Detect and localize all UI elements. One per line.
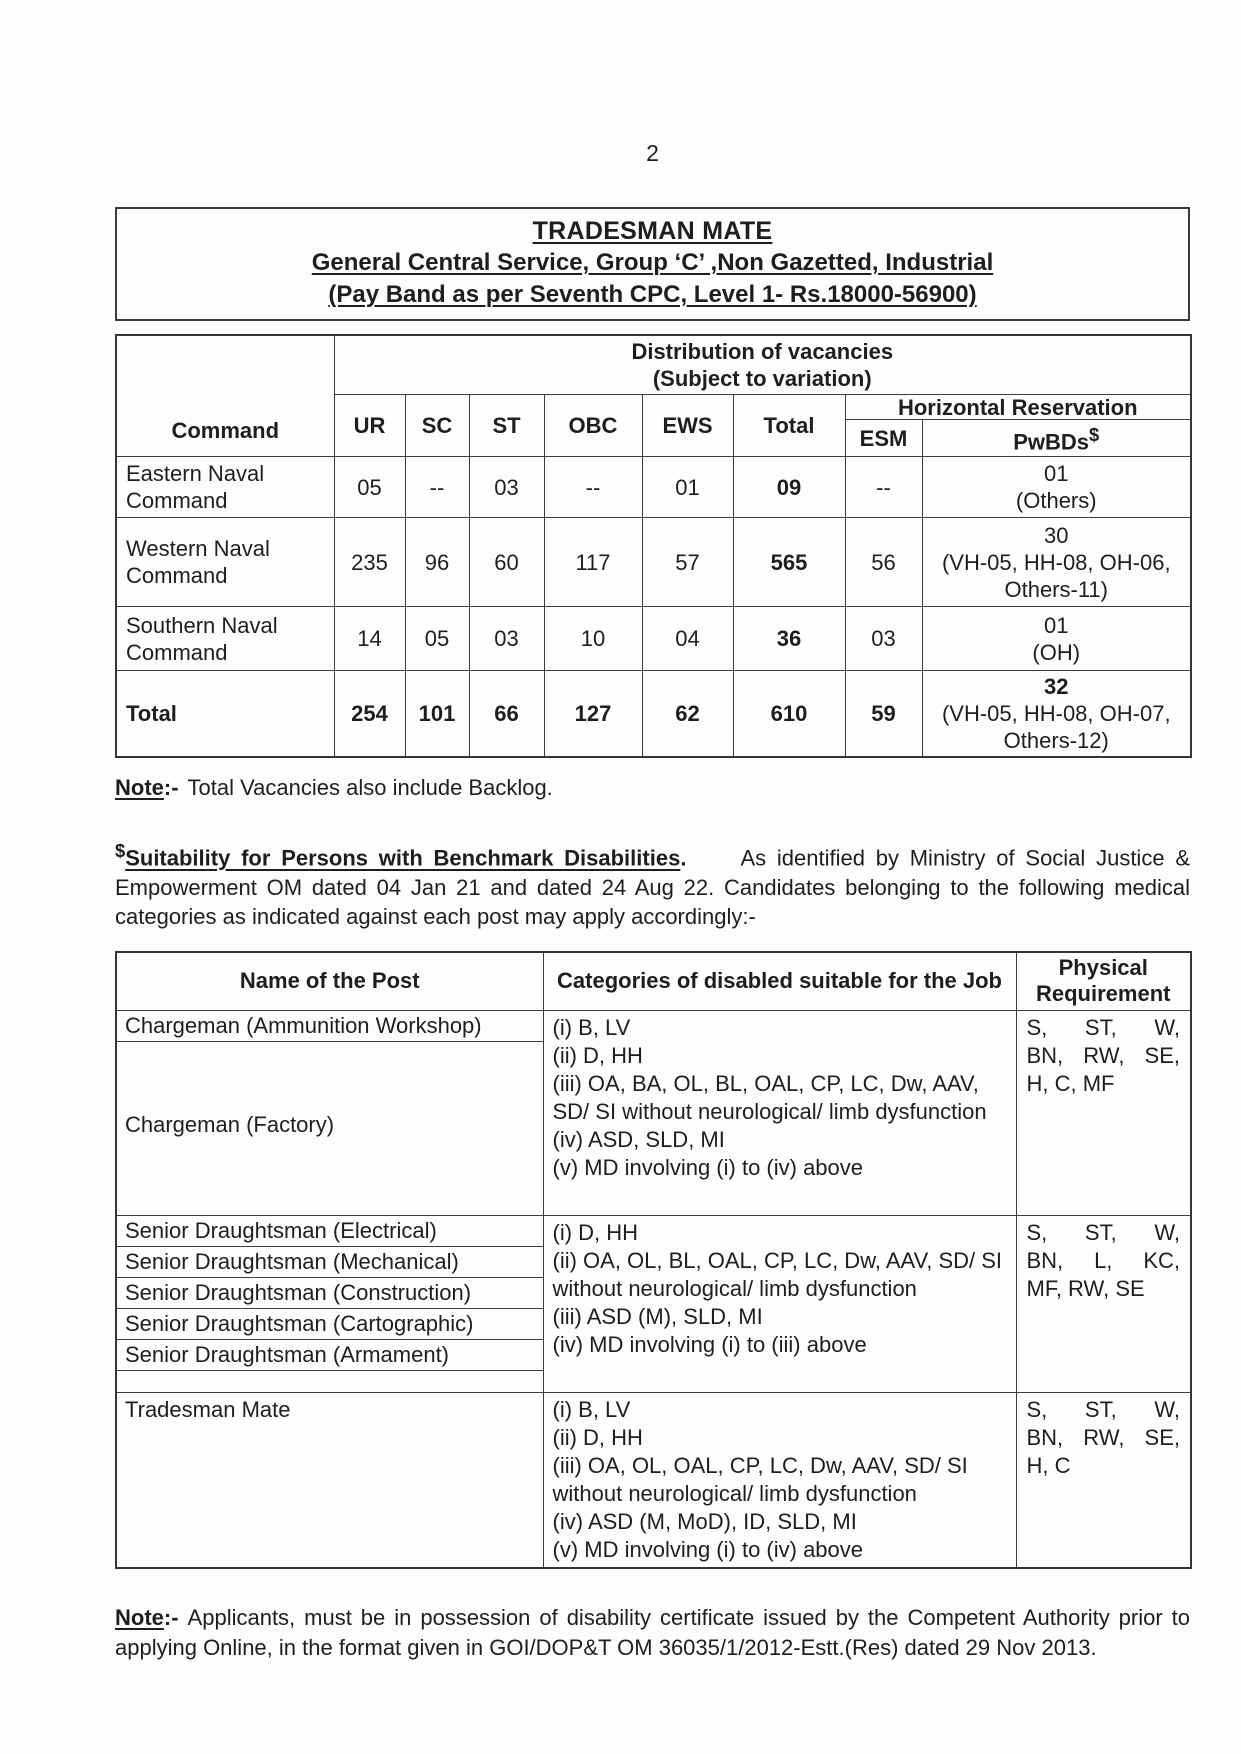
category-line: (v) MD involving (i) to (iv) above — [552, 1154, 864, 1180]
service-subtitle — [127, 249, 1178, 277]
category-line: (iv) ASD, SLD, MI — [552, 1126, 725, 1152]
post-name: Chargeman (Ammunition Workshop) — [117, 1011, 543, 1042]
cell-st: 03 — [469, 607, 544, 671]
cell-sc: 96 — [405, 518, 469, 607]
suitability-paragraph — [115, 836, 1190, 930]
title-box — [115, 207, 1190, 321]
vacancy-note-sep: :- — [163, 775, 179, 801]
categories-cell — [543, 1392, 1016, 1568]
category-line: (iv) ASD (M, MoD), ID, SLD, MI — [552, 1508, 857, 1534]
header-name-of-post: Name of the Post — [116, 952, 543, 1011]
distribution-header-line2: (Subject to variation) — [652, 366, 872, 391]
post-title — [127, 217, 1178, 246]
pwbds-detail: (Others) — [1015, 488, 1097, 514]
post-name: Senior Draughtsman (Mechanical) — [117, 1247, 543, 1278]
cell-st: 03 — [469, 457, 544, 518]
physical-line: S, ST, W, — [1026, 1396, 1180, 1422]
post-name: Tradesman Mate — [125, 1396, 291, 1422]
post-name: Chargeman (Factory) — [125, 1111, 335, 1137]
physical-line: BN, RW, SE, — [1026, 1424, 1180, 1450]
category-line: (ii) D, HH — [552, 1042, 643, 1068]
suitability-table — [115, 951, 1192, 1569]
pwbds-detail: (VH-05, HH-08, OH-06, Others-11) — [941, 549, 1171, 602]
pwbds-value: 01 — [1044, 612, 1069, 638]
categories-cell — [543, 1215, 1016, 1392]
bottom-note-label: Note — [115, 1604, 164, 1630]
cell-ur: 235 — [334, 518, 405, 607]
pay-band-line — [127, 281, 1178, 309]
table-row-tradesman-mate — [116, 1392, 1191, 1568]
post-title-text: TRADESMAN MATE — [532, 217, 773, 245]
pwbds-value: 01 — [1044, 461, 1069, 487]
cell-ews: 01 — [642, 457, 733, 518]
post-name: Senior Draughtsman (Armament) — [117, 1340, 543, 1371]
category-line: (iii) OA, OL, OAL, CP, LC, Dw, AAV, SD/ SI without neurological/ limb dysfunction — [552, 1452, 968, 1506]
physical-line: H, C, MF — [1026, 1070, 1115, 1096]
physical-line: BN, RW, SE, — [1026, 1042, 1180, 1068]
suitability-heading-period: . — [680, 845, 687, 871]
post-name: Senior Draughtsman (Electrical) — [117, 1216, 543, 1247]
physical-line: H, C — [1026, 1452, 1071, 1478]
table-row-southern — [116, 607, 1191, 671]
suitability-body: As identified by Ministry of Social Justice & Empowerment OM dated 04 Jan 21 and dated 24 Aug 22. Candidates belonging to the following medical categories as indicated against each post may apply accordingly:- — [115, 845, 1190, 929]
col-header-total: Total — [733, 395, 845, 457]
category-line: (ii) OA, OL, BL, OAL, CP, LC, Dw, AAV, SD/ SI without neurological/ limb dysfunction — [552, 1247, 1003, 1301]
service-subtitle-text: General Central Service, Group ‘C’ ,Non Gazetted, Industrial — [311, 249, 994, 276]
cell-ews: 57 — [642, 518, 733, 607]
physical-line: MF, RW, SE — [1026, 1275, 1145, 1301]
page-number: 2 — [646, 140, 659, 166]
command-name: Southern Naval Command — [116, 607, 334, 671]
physical-requirement-cell — [1016, 1010, 1191, 1215]
table-row-senior-draughtsman — [116, 1215, 1191, 1392]
command-header: Command — [116, 335, 334, 457]
cell-esm: 03 — [845, 607, 922, 671]
table-row-chargeman — [116, 1010, 1191, 1215]
vacancy-header-row-1 — [116, 335, 1191, 395]
col-header-ews: EWS — [642, 395, 733, 457]
cell-pwbds — [922, 518, 1191, 607]
posts-cell — [116, 1010, 543, 1215]
bottom-note-sep: :- — [163, 1604, 179, 1630]
disability-certificate-note — [115, 1603, 1190, 1663]
vacancy-note-label: Note — [115, 775, 164, 801]
physical-line: S, ST, W, — [1026, 1014, 1180, 1040]
categories-cell — [543, 1010, 1016, 1215]
category-line: (i) D, HH — [552, 1219, 639, 1245]
col-header-obc: OBC — [544, 395, 642, 457]
cell-sc: 101 — [405, 671, 469, 758]
cell-ews: 04 — [642, 607, 733, 671]
header-categories: Categories of disabled suitable for the Job — [543, 952, 1016, 1011]
physical-line: BN, L, KC, — [1026, 1247, 1180, 1273]
pwbds-value: 30 — [1044, 522, 1069, 548]
physical-requirement-cell — [1016, 1215, 1191, 1392]
cell-sc: 05 — [405, 607, 469, 671]
physical-requirement-cell — [1016, 1392, 1191, 1568]
cell-total: 09 — [733, 457, 845, 518]
category-line: (v) MD involving (i) to (iv) above — [552, 1536, 864, 1562]
cell-sc: -- — [405, 457, 469, 518]
category-line: (i) B, LV — [552, 1014, 631, 1040]
category-line: (ii) D, HH — [552, 1424, 643, 1450]
vacancy-note-text: Total Vacancies also include Backlog. — [187, 775, 553, 801]
cell-esm: -- — [845, 457, 922, 518]
cell-total: 610 — [733, 671, 845, 758]
horizontal-reservation-header: Horizontal Reservation — [845, 395, 1191, 420]
command-name: Total — [116, 671, 334, 758]
cell-obc: 127 — [544, 671, 642, 758]
suitability-sup: $ — [115, 840, 126, 862]
cell-pwbds — [922, 671, 1191, 758]
table-row-total — [116, 671, 1191, 758]
cell-ur: 05 — [334, 457, 405, 518]
vacancy-table — [115, 334, 1192, 758]
table-row-eastern — [116, 457, 1191, 518]
cell-ur: 14 — [334, 607, 405, 671]
posts-cell — [116, 1215, 543, 1392]
cell-obc: 10 — [544, 607, 642, 671]
header-physical-requirement: Physical Requirement — [1016, 952, 1191, 1011]
cell-esm: 59 — [845, 671, 922, 758]
cell-pwbds — [922, 457, 1191, 518]
category-line: (iv) MD involving (i) to (iii) above — [552, 1331, 867, 1357]
vacancy-note — [115, 773, 1190, 802]
category-line: (i) B, LV — [552, 1396, 631, 1422]
cell-pwbds — [922, 607, 1191, 671]
col-header-pwbds — [922, 420, 1191, 457]
col-header-sc: SC — [405, 395, 469, 457]
cell-ur: 254 — [334, 671, 405, 758]
bottom-note-text: Applicants, must be in possession of disability certificate issued by the Competent Authority prior to applying Online, in the format given in GOI/DOP&T OM 36035/1/2012-Estt.(Res) dated 29 Nov 2013. — [115, 1604, 1190, 1660]
pwbds-detail: (VH-05, HH-08, OH-07, Others-12) — [941, 701, 1171, 754]
post-name: Senior Draughtsman (Construction) — [117, 1278, 543, 1309]
col-header-st: ST — [469, 395, 544, 457]
cell-obc: 117 — [544, 518, 642, 607]
cell-ews: 62 — [642, 671, 733, 758]
pwbds-detail: (OH) — [1032, 639, 1081, 665]
table-row-western — [116, 518, 1191, 607]
suitability-heading: Suitability for Persons with Benchmark Disabilities — [125, 845, 681, 871]
suitability-header-row — [116, 952, 1191, 1011]
cell-obc: -- — [544, 457, 642, 518]
physical-line: S, ST, W, — [1026, 1219, 1180, 1245]
cell-total: 565 — [733, 518, 845, 607]
distribution-header-line1: Distribution of vacancies — [631, 339, 894, 364]
cell-st: 66 — [469, 671, 544, 758]
pay-band-text: (Pay Band as per Seventh CPC, Level 1- Rs.18000-56900) — [328, 281, 977, 308]
post-name: Senior Draughtsman (Cartographic) — [117, 1309, 543, 1340]
category-line: (iii) OA, BA, OL, BL, OAL, CP, LC, Dw, AAV, SD/ SI without neurological/ limb dysfunction — [552, 1070, 987, 1124]
distribution-header — [334, 335, 1191, 395]
category-line: (iii) ASD (M), SLD, MI — [552, 1303, 763, 1329]
col-header-esm: ESM — [845, 420, 922, 457]
cell-total: 36 — [733, 607, 845, 671]
command-name: Eastern Naval Command — [116, 457, 334, 518]
command-name: Western Naval Command — [116, 518, 334, 607]
cell-st: 60 — [469, 518, 544, 607]
pwbds-value: 32 — [1044, 674, 1069, 700]
posts-cell — [116, 1392, 543, 1568]
col-header-ur: UR — [334, 395, 405, 457]
pwbds-label: PwBDs — [1013, 429, 1090, 455]
pwbds-sup: $ — [1089, 424, 1100, 445]
cell-esm: 56 — [845, 518, 922, 607]
